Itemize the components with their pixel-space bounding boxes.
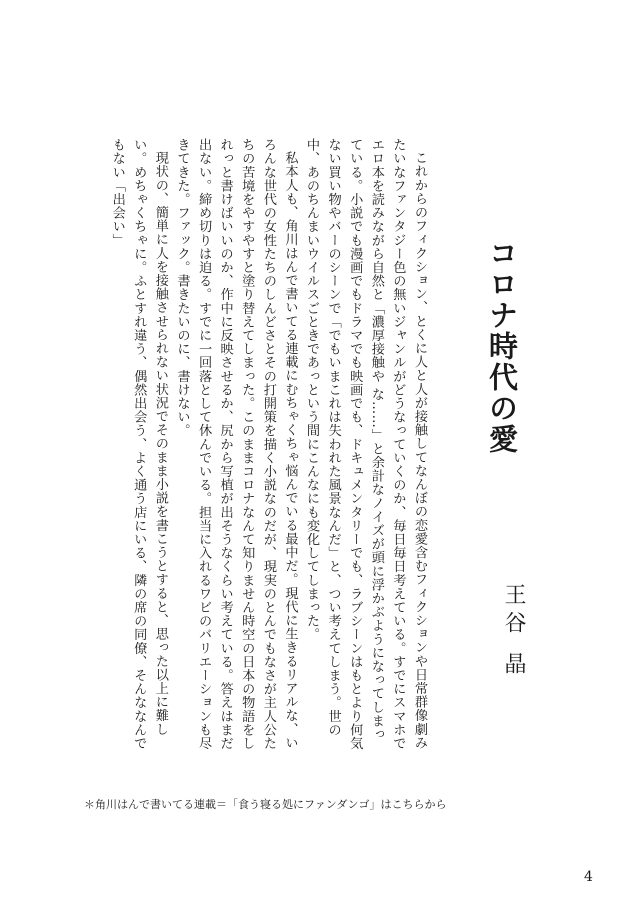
article-body bbox=[100, 138, 430, 752]
article-title: コロナ時代の愛 bbox=[485, 238, 519, 455]
body-paragraph: これからのフィクション、とくに人と人が接触してなんぼの恋愛含むフィクションや日常群像劇みたいなファンタジー色の無いジャンルがどうなっていくのか、毎日毎日考えている。すでにスマホでエロ本を読みながら自然と「濃厚接触や な……」と余計なノイズが頭に浮かぶようになってしまっている。小説でも漫画でもドラマでも映画でも、ドキュメンタリーでも、ラブシーンはもとより何気ない買い物やバーのシーンで「でもいまこれは失われた風景なんだ」と、つい考えてしまう。世の中、あのちんまいウイルスごときであっという間にこんなにも変化してしまった。 bbox=[304, 138, 427, 750]
page-number: 4 bbox=[584, 869, 593, 885]
footnote-link[interactable]: ＊角川はんで書いてる連載＝「食う寝る処にファンダンゴ」はこちらから bbox=[84, 798, 447, 811]
body-paragraph: 現状の、簡単に人を接触させられない状況でそのまま小説を書こうとすると、思った以上に難しい。めちゃくちゃに。ふとすれ違う、偶然出会う、よく通う店にいる、隣の席の同僚、そんななんでもない「出会い」 bbox=[109, 138, 168, 750]
body-paragraph: 私本人も、角川はんで書いてる連載にむちゃくちゃ悩んでいる最中だ。現代に生きるリアルな、いろんな世代の女性たちのしんどさとその打開策を描く小説なのだが、現実のとんでもなさが主人公たちの苦境をやすやすと塗り替えてしまった。このままコロナなんて知りません時空の日本の物語をしれっと書けばいいのか、作中に反映させるか、尻から写植が出そうなくらい考えている。答えはまだ出ない。締め切りは迫る。すでに一回落として休んでいる。担当に入れるワビのバリエーションも尽きてきた。ファック。書きたいのに、書けない。 bbox=[174, 138, 298, 750]
author-name: 王谷 晶 bbox=[501, 583, 526, 680]
